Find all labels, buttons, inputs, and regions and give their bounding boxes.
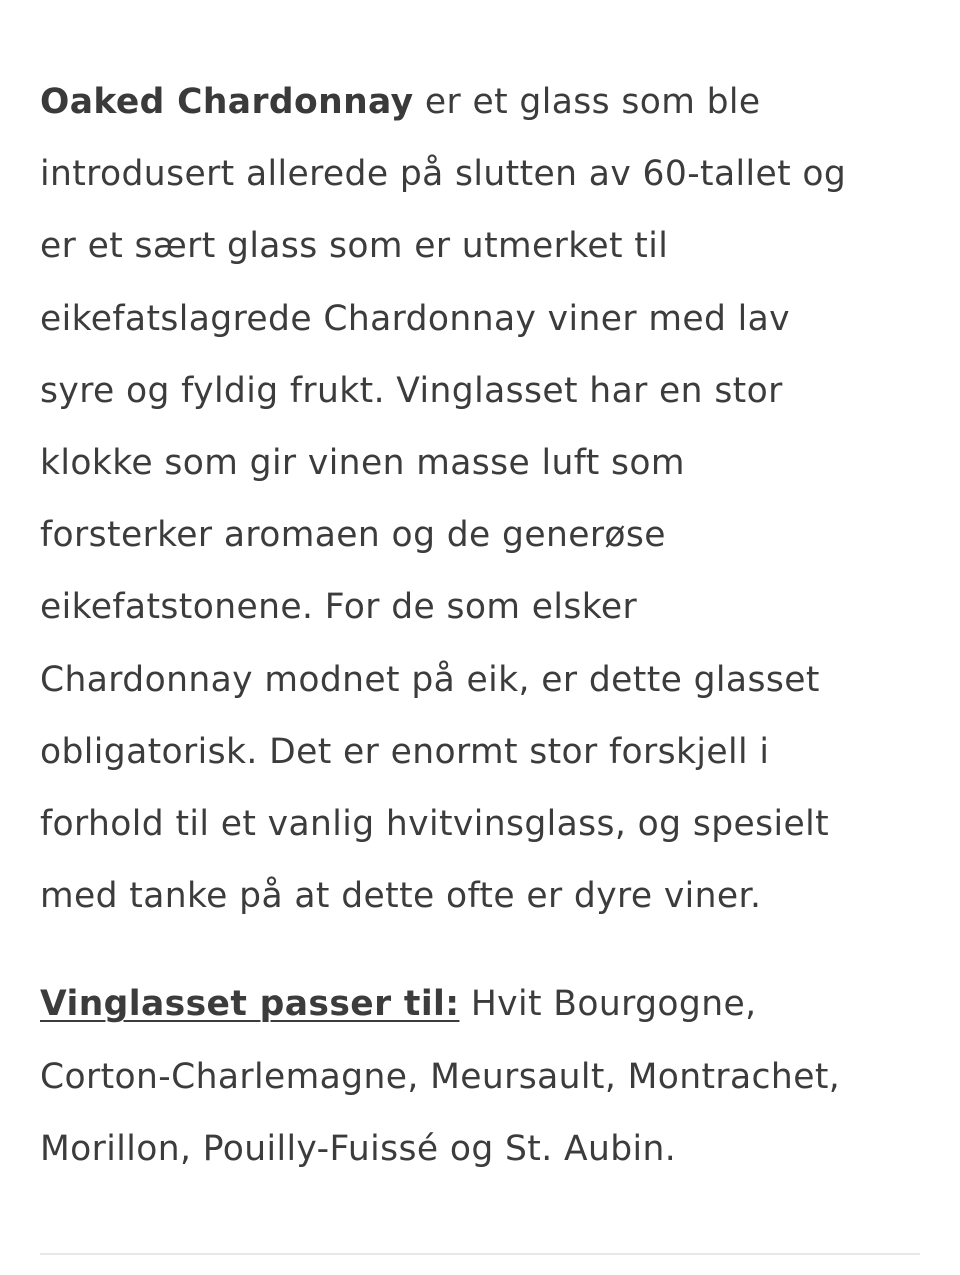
text-line: syre og fyldig frukt. Vinglasset har en stor xyxy=(40,370,783,411)
glass-description-paragraph xyxy=(40,66,925,932)
text-line: Chardonnay modnet på eik, er dette glasset xyxy=(40,659,820,700)
text-line: eikefatslagrede Chardonnay viner med lav xyxy=(40,298,790,339)
text-line: introdusert allerede på slutten av 60-tallet og xyxy=(40,154,847,195)
text-line: Corton-Charlemagne, Meursault, Montrachet, xyxy=(40,1056,841,1097)
article-body xyxy=(40,66,925,1185)
text-line: Morillon, Pouilly-Fuissé og St. Aubin. xyxy=(40,1128,677,1169)
pairing-label: Vinglasset passer til: xyxy=(40,984,460,1025)
text-line: med tanke på at dette ofte er dyre viner. xyxy=(40,876,762,917)
text-line: Oaked Chardonnay er et glass som ble xyxy=(40,82,761,122)
text-line: eikefatstonene. For de som elsker xyxy=(40,587,638,628)
product-name: Oaked Chardonnay xyxy=(40,82,414,122)
text-line: er et sært glass som er utmerket til xyxy=(40,226,669,267)
text-line: obligatorisk. Det er enormt stor forskjell i xyxy=(40,731,770,772)
section-divider xyxy=(40,1253,920,1255)
text-line: forhold til et vanlig hvitvinsglass, og spesielt xyxy=(40,804,830,845)
pairing-paragraph xyxy=(40,968,925,1185)
text-line: klokke som gir vinen masse luft som xyxy=(40,443,685,484)
text-line: forsterker aromaen og de generøse xyxy=(40,515,666,556)
text-line: Vinglasset passer til: Hvit Bourgogne, xyxy=(40,984,757,1025)
